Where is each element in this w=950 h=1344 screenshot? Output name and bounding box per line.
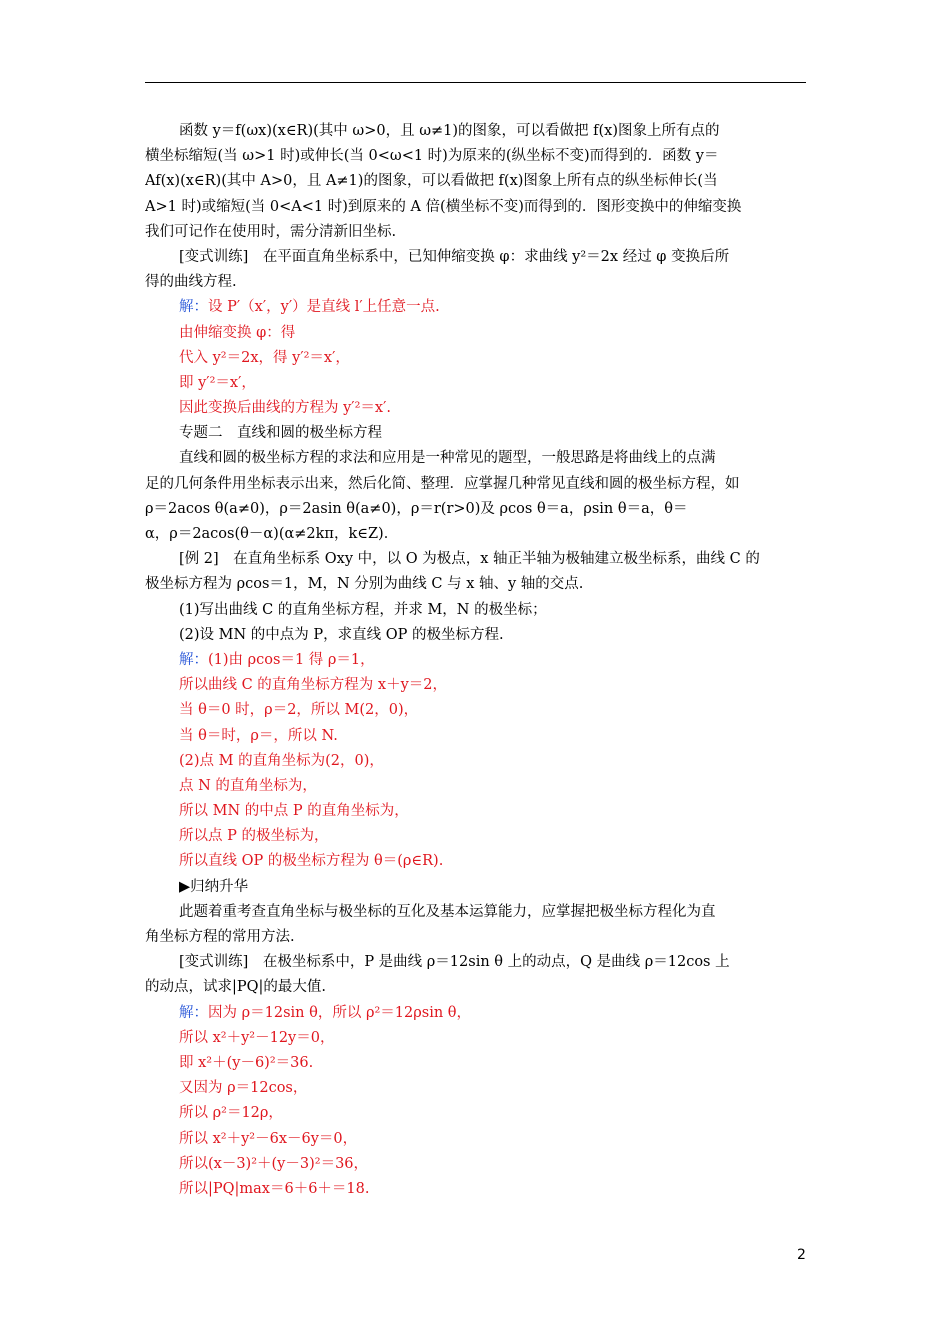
text-line xyxy=(145,371,806,396)
text-line xyxy=(145,421,806,446)
line-text: 代入 y²＝2x，得 y′²＝x′， xyxy=(179,349,350,366)
text-line xyxy=(145,950,806,975)
line-text: 专题二 直线和圆的极坐标方程 xyxy=(179,425,382,442)
line-text: 所以 MN 的中点 P 的直角坐标为， xyxy=(179,803,409,820)
line-text: 所以直线 OP 的极坐标方程为 θ＝(ρ∈R). xyxy=(179,853,444,870)
text-line xyxy=(145,673,806,698)
text-line xyxy=(145,270,806,295)
header-rule xyxy=(145,82,806,83)
text-line xyxy=(145,623,806,648)
line-text: 此题着重考查直角坐标与极坐标的互化及基本运算能力，应掌握把极坐标方程化为直 xyxy=(179,903,716,920)
text-line xyxy=(145,749,806,774)
line-text: 点 N 的直角坐标为， xyxy=(179,777,317,794)
text-line xyxy=(145,169,806,194)
line-text: [变式训练] 在平面直角坐标系中，已知伸缩变换 φ：求曲线 y²＝2x 经过 φ 变换后所 xyxy=(179,248,730,265)
text-line xyxy=(145,1051,806,1076)
text-line xyxy=(145,119,806,144)
line-text: 因此变换后曲线的方程为 y′²＝x′. xyxy=(179,400,391,417)
text-line xyxy=(145,346,806,371)
line-text: 所以|PQ|max＝6＋6＋＝18. xyxy=(179,1180,370,1197)
line-text: [例 2] 在直角坐标系 Oxy 中，以 O 为极点，x 轴正半轴为极轴建立极坐标系，曲线 C 的 xyxy=(179,551,760,568)
text-line xyxy=(145,472,806,497)
line-text: ρ＝2acos θ(a≠0)，ρ＝2asin θ(a≠0)，ρ＝r(r>0)及 ρcos θ＝a，ρsin θ＝a，θ＝ xyxy=(145,500,688,517)
line-text: 足的几何条件用坐标表示出来，然后化简、整理．应掌握几种常见直线和圆的极坐标方程，如 xyxy=(145,475,740,492)
text-line xyxy=(145,1152,806,1177)
line-text: 所以 x²＋y²－6x－6y＝0， xyxy=(179,1130,358,1147)
text-line xyxy=(145,774,806,799)
line-text: 极坐标方程为 ρcos＝1，M，N 分别为曲线 C 与 x 轴、y 轴的交点. xyxy=(145,576,584,593)
page-number: 2 xyxy=(797,1247,806,1263)
text-line xyxy=(145,572,806,597)
line-text: (2)点 M 的直角坐标为(2，0)， xyxy=(179,752,384,769)
line-text: 又因为 ρ＝12cos， xyxy=(179,1080,308,1097)
text-line xyxy=(145,875,806,900)
text-line xyxy=(145,1026,806,1051)
line-text: (1)写出曲线 C 的直角坐标方程，并求 M，N 的极坐标； xyxy=(179,601,547,618)
text-line xyxy=(145,396,806,421)
text-line xyxy=(145,648,806,673)
line-text: 所以 ρ²＝12ρ， xyxy=(179,1105,283,1122)
text-line xyxy=(145,195,806,220)
text-line xyxy=(145,321,806,346)
line-text: 的动点，试求|PQ|的最大值. xyxy=(145,979,327,996)
text-line xyxy=(145,1177,806,1202)
text-line xyxy=(145,925,806,950)
text-line xyxy=(145,975,806,1000)
line-text: [变式训练] 在极坐标系中，P 是曲线 ρ＝12sin θ 上的动点，Q 是曲线 ρ＝12cos 上 xyxy=(179,954,730,971)
line-text: 设 P′（x′，y′）是直线 l′上任意一点. xyxy=(208,299,440,316)
answer-label: 解： xyxy=(179,299,208,316)
answer-label: 解： xyxy=(179,651,208,668)
line-text: 所以 x²＋y²－12y＝0， xyxy=(179,1029,335,1046)
line-text: (2)设 MN 的中点为 P，求直线 OP 的极坐标方程. xyxy=(179,626,504,643)
text-line xyxy=(145,1101,806,1126)
line-text: 直线和圆的极坐标方程的求法和应用是一种常见的题型，一般思路是将曲线上的点满 xyxy=(179,450,716,467)
text-line xyxy=(145,900,806,925)
page-body xyxy=(145,119,806,1202)
line-text: Af(x)(x∈R)(其中 A>0，且 A≠1)的图象，可以看做把 f(x)图象上所有点的纵坐标伸长(当 xyxy=(145,173,718,190)
line-text: ▶归纳升华 xyxy=(179,878,249,895)
text-line xyxy=(145,446,806,471)
text-line xyxy=(145,295,806,320)
line-text: 我们可记作在使用时，需分清新旧坐标. xyxy=(145,223,397,240)
line-text: 所以曲线 C 的直角坐标方程为 x＋y＝2， xyxy=(179,677,448,694)
text-line xyxy=(145,1127,806,1152)
line-text: 因为 ρ＝12sin θ，所以 ρ²＝12ρsin θ， xyxy=(208,1004,472,1021)
text-line xyxy=(145,547,806,572)
answer-label: 解： xyxy=(179,1004,208,1021)
text-line xyxy=(145,598,806,623)
text-line xyxy=(145,220,806,245)
text-line xyxy=(145,497,806,522)
line-text: (1)由 ρcos＝1 得 ρ＝1， xyxy=(208,651,375,668)
text-line xyxy=(145,1001,806,1026)
text-line xyxy=(145,799,806,824)
line-text: 所以(x－3)²＋(y－3)²＝36， xyxy=(179,1155,369,1172)
line-text: 即 x²＋(y－6)²＝36. xyxy=(179,1054,314,1071)
line-text: A>1 时)或缩短(当 0<A<1 时)到原来的 A 倍(横坐标不变)而得到的．图形变换中的伸缩变换 xyxy=(145,198,742,215)
text-line xyxy=(145,144,806,169)
line-text: 由伸缩变换 φ：得 xyxy=(179,324,296,341)
line-text: 当 θ＝时，ρ＝，所以 N. xyxy=(179,727,338,744)
line-text: α，ρ＝2acos(θ－α)(α≠2kπ，k∈Z)． xyxy=(145,526,399,542)
text-line xyxy=(145,698,806,723)
line-text: 函数 y＝f(ωx)(x∈R)(其中 ω>0，且 ω≠1)的图象，可以看做把 f(x)图象上所有点的 xyxy=(179,123,720,139)
text-line xyxy=(145,849,806,874)
line-text: 得的曲线方程. xyxy=(145,274,237,291)
text-line xyxy=(145,522,806,547)
line-text: 当 θ＝0 时，ρ＝2，所以 M(2，0)， xyxy=(179,702,419,719)
text-line xyxy=(145,824,806,849)
text-line xyxy=(145,724,806,749)
text-line xyxy=(145,1076,806,1101)
line-text: 角坐标方程的常用方法. xyxy=(145,929,295,945)
line-text: 即 y′²＝x′， xyxy=(179,374,256,391)
line-text: 所以点 P 的极坐标为， xyxy=(179,828,329,845)
line-text: 横坐标缩短(当 ω>1 时)或伸长(当 0<ω<1 时)为原来的(纵坐标不变)而得到的．函数 y＝ xyxy=(145,148,719,165)
text-line xyxy=(145,245,806,270)
